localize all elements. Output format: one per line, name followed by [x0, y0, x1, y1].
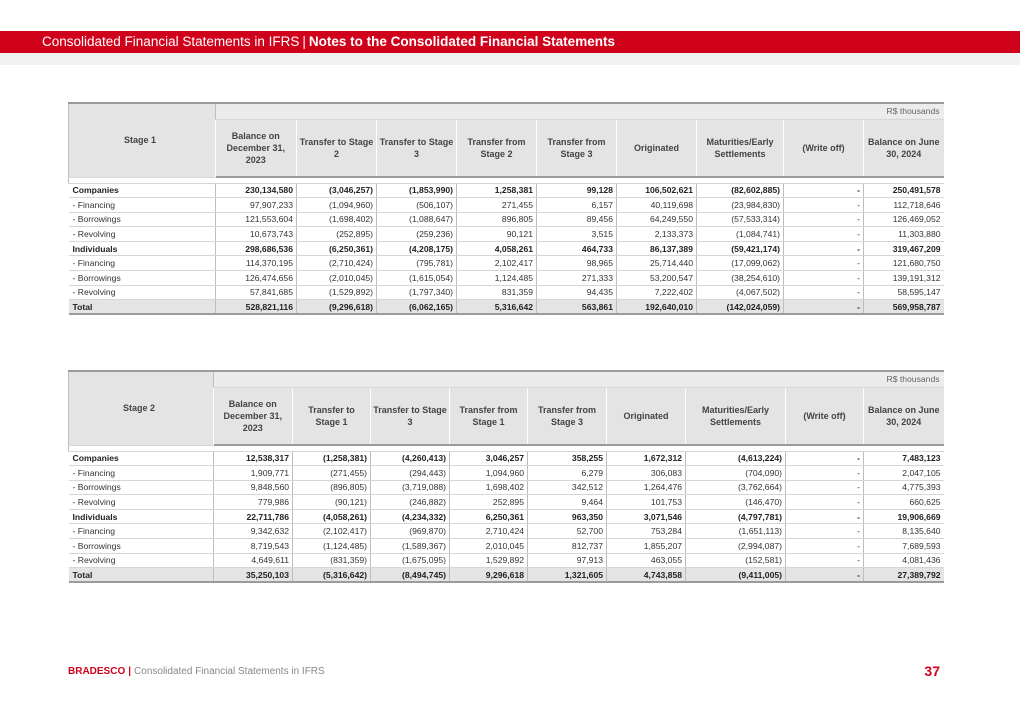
table-cell: (1,589,367): [371, 539, 450, 554]
table-cell: 463,055: [607, 553, 686, 568]
table-cell: -: [784, 198, 864, 213]
table-cell: 19,906,669: [864, 509, 944, 524]
table-cell: 7,483,123: [864, 451, 944, 466]
table-cell: (1,675,095): [371, 553, 450, 568]
table-cell: (969,870): [371, 524, 450, 539]
table-cell: -: [784, 300, 864, 315]
table-cell: -: [784, 183, 864, 198]
column-header: Originated: [617, 119, 697, 177]
row-label: - Borrowings: [69, 480, 214, 495]
table-cell: (9,296,618): [297, 300, 377, 315]
table-cell: (8,494,745): [371, 568, 450, 583]
stage-label: Stage 1: [69, 103, 216, 177]
table-cell: (1,615,054): [377, 271, 457, 286]
table-cell: 114,370,195: [216, 256, 297, 271]
table-cell: 831,359: [457, 285, 537, 300]
table-cell: 5,316,642: [457, 300, 537, 315]
table-cell: 11,303,880: [864, 227, 944, 242]
column-header: (Write off): [786, 387, 864, 445]
table-cell: -: [786, 539, 864, 554]
table-cell: (59,421,174): [697, 241, 784, 256]
header-separator: |: [302, 34, 306, 49]
units-row: [69, 371, 944, 387]
table-cell: (1,084,741): [697, 227, 784, 242]
table-cell: 86,137,389: [617, 241, 697, 256]
units-row: [69, 103, 944, 119]
table-cell: 35,250,103: [214, 568, 293, 583]
table-cell: 106,502,621: [617, 183, 697, 198]
table-cell: 1,094,960: [450, 466, 528, 481]
table-cell: 3,071,546: [607, 509, 686, 524]
table-cell: -: [784, 212, 864, 227]
table-row: [69, 212, 944, 227]
table-cell: -: [786, 495, 864, 510]
table-cell: 99,128: [537, 183, 617, 198]
table-cell: -: [786, 568, 864, 583]
table-cell: 7,222,402: [617, 285, 697, 300]
table-row: [69, 466, 944, 481]
table-cell: (1,529,892): [297, 285, 377, 300]
row-label: - Financing: [69, 198, 216, 213]
table-cell: (4,208,175): [377, 241, 457, 256]
column-header: Transfer to Stage 3: [377, 119, 457, 177]
table-cell: (246,882): [371, 495, 450, 510]
table-cell: 101,753: [607, 495, 686, 510]
table-cell: (2,994,087): [686, 539, 786, 554]
table-row: [69, 271, 944, 286]
units-label: R$ thousands: [214, 371, 944, 387]
table-row: [69, 241, 944, 256]
table-cell: 10,673,743: [216, 227, 297, 242]
table-cell: (57,533,314): [697, 212, 784, 227]
table-row: [69, 553, 944, 568]
table-cell: 271,455: [457, 198, 537, 213]
table-cell: 58,595,147: [864, 285, 944, 300]
table-cell: 9,342,632: [214, 524, 293, 539]
column-header: Transfer to Stage 3: [371, 387, 450, 445]
table-cell: (4,613,224): [686, 451, 786, 466]
table-cell: 812,737: [528, 539, 607, 554]
table-cell: 94,435: [537, 285, 617, 300]
table-cell: (831,359): [293, 553, 371, 568]
table-cell: (259,236): [377, 227, 457, 242]
page-header-banner: [0, 31, 1020, 53]
table-cell: 64,249,550: [617, 212, 697, 227]
table-cell: (23,984,830): [697, 198, 784, 213]
table-cell: 121,553,604: [216, 212, 297, 227]
table-cell: 2,047,105: [864, 466, 944, 481]
footer-doc-title: Consolidated Financial Statements in IFRS: [134, 666, 325, 677]
total-row: [69, 300, 944, 315]
table-cell: -: [784, 256, 864, 271]
table-cell: 2,010,045: [450, 539, 528, 554]
table-cell: 40,119,698: [617, 198, 697, 213]
column-header: Transfer from Stage 3: [528, 387, 607, 445]
row-label: - Financing: [69, 466, 214, 481]
table-cell: (82,602,885): [697, 183, 784, 198]
table-cell: 22,711,786: [214, 509, 293, 524]
table-cell: (2,102,417): [293, 524, 371, 539]
table-row: [69, 451, 944, 466]
table-cell: 753,284: [607, 524, 686, 539]
column-header: Transfer to Stage 1: [293, 387, 371, 445]
table-cell: 57,841,685: [216, 285, 297, 300]
table-row: [69, 256, 944, 271]
table-cell: 6,157: [537, 198, 617, 213]
table-cell: 2,133,373: [617, 227, 697, 242]
table-cell: 90,121: [457, 227, 537, 242]
table-cell: (506,107): [377, 198, 457, 213]
table-cell: 250,491,578: [864, 183, 944, 198]
footer-separator: |: [128, 666, 132, 677]
table-cell: 52,700: [528, 524, 607, 539]
table-cell: (38,254,610): [697, 271, 784, 286]
table-row: [69, 509, 944, 524]
table-cell: (294,443): [371, 466, 450, 481]
table-cell: 4,058,261: [457, 241, 537, 256]
column-header: Transfer from Stage 1: [450, 387, 528, 445]
table-cell: 98,965: [537, 256, 617, 271]
table-cell: (2,010,045): [297, 271, 377, 286]
column-header: Balance on December 31, 2023: [214, 387, 293, 445]
table-cell: (795,781): [377, 256, 457, 271]
table-cell: 563,861: [537, 300, 617, 315]
table-cell: 1,698,402: [450, 480, 528, 495]
table-cell: 306,083: [607, 466, 686, 481]
table-row: [69, 285, 944, 300]
header-section-title: Notes to the Consolidated Financial Statements: [308, 34, 615, 49]
table-cell: -: [786, 480, 864, 495]
table-cell: (3,046,257): [297, 183, 377, 198]
table-cell: 8,135,640: [864, 524, 944, 539]
table-cell: (90,121): [293, 495, 371, 510]
table-cell: (9,411,005): [686, 568, 786, 583]
table-cell: 9,464: [528, 495, 607, 510]
table-row: [69, 480, 944, 495]
table-cell: 896,805: [457, 212, 537, 227]
table-row: [69, 524, 944, 539]
table-cell: (1,258,381): [293, 451, 371, 466]
row-label: Total: [69, 568, 214, 583]
table-cell: (1,797,340): [377, 285, 457, 300]
table-cell: 1,124,485: [457, 271, 537, 286]
column-header: Originated: [607, 387, 686, 445]
table-cell: 464,733: [537, 241, 617, 256]
table-cell: (704,090): [686, 466, 786, 481]
table-cell: 1,264,476: [607, 480, 686, 495]
table-row: [69, 495, 944, 510]
column-header: Transfer from Stage 2: [457, 119, 537, 177]
table-cell: 230,134,580: [216, 183, 297, 198]
row-label: - Borrowings: [69, 271, 216, 286]
table-cell: 53,200,547: [617, 271, 697, 286]
table-cell: 963,350: [528, 509, 607, 524]
table-cell: -: [784, 227, 864, 242]
table-cell: 9,848,560: [214, 480, 293, 495]
table-cell: -: [786, 466, 864, 481]
table-cell: 126,469,052: [864, 212, 944, 227]
table-cell: -: [784, 271, 864, 286]
table-cell: 319,467,209: [864, 241, 944, 256]
row-label: Individuals: [69, 241, 216, 256]
table-cell: 779,986: [214, 495, 293, 510]
table-cell: 8,719,543: [214, 539, 293, 554]
stage-2-table: [68, 370, 944, 583]
table-cell: 3,515: [537, 227, 617, 242]
table-cell: 1,321,605: [528, 568, 607, 583]
table-cell: 569,958,787: [864, 300, 944, 315]
column-header: Transfer from Stage 3: [537, 119, 617, 177]
table-cell: 660,625: [864, 495, 944, 510]
table-cell: 12,538,317: [214, 451, 293, 466]
table-cell: 112,718,646: [864, 198, 944, 213]
table-cell: 3,046,257: [450, 451, 528, 466]
table-cell: 1,672,312: [607, 451, 686, 466]
table-cell: 192,640,010: [617, 300, 697, 315]
table-cell: (4,797,781): [686, 509, 786, 524]
table-cell: 271,333: [537, 271, 617, 286]
table-cell: (1,651,113): [686, 524, 786, 539]
table-cell: (1,094,960): [297, 198, 377, 213]
row-label: - Financing: [69, 256, 216, 271]
table-cell: 9,296,618: [450, 568, 528, 583]
table-cell: (896,805): [293, 480, 371, 495]
table-cell: (252,895): [297, 227, 377, 242]
table-cell: (6,250,361): [297, 241, 377, 256]
table-cell: 1,258,381: [457, 183, 537, 198]
table-cell: (146,470): [686, 495, 786, 510]
table-cell: 89,456: [537, 212, 617, 227]
column-header: (Write off): [784, 119, 864, 177]
row-label: Companies: [69, 451, 214, 466]
table-cell: -: [784, 241, 864, 256]
column-header: Maturities/Early Settlements: [697, 119, 784, 177]
stage-label: Stage 2: [69, 371, 214, 445]
units-label: R$ thousands: [216, 103, 944, 119]
table-cell: -: [786, 509, 864, 524]
column-header: Balance on June 30, 2024: [864, 387, 944, 445]
table-cell: 4,081,436: [864, 553, 944, 568]
table-cell: (5,316,642): [293, 568, 371, 583]
table-cell: 6,279: [528, 466, 607, 481]
table-cell: 4,743,858: [607, 568, 686, 583]
header-shade: [0, 53, 1020, 65]
row-label: - Borrowings: [69, 539, 214, 554]
row-label: - Revolving: [69, 227, 216, 242]
table-cell: (1,853,990): [377, 183, 457, 198]
table-cell: (4,058,261): [293, 509, 371, 524]
table-row: [69, 198, 944, 213]
row-label: - Revolving: [69, 553, 214, 568]
row-label: - Revolving: [69, 495, 214, 510]
table-cell: (6,062,165): [377, 300, 457, 315]
table-cell: 97,907,233: [216, 198, 297, 213]
table-cell: 97,913: [528, 553, 607, 568]
column-header: Balance on June 30, 2024: [864, 119, 944, 177]
table-cell: (2,710,424): [297, 256, 377, 271]
table-cell: -: [786, 451, 864, 466]
table-cell: 25,714,440: [617, 256, 697, 271]
table-row: [69, 227, 944, 242]
column-header: Balance on December 31, 2023: [216, 119, 297, 177]
stage-1-table: [68, 102, 944, 315]
table-cell: (4,260,413): [371, 451, 450, 466]
table-cell: 342,512: [528, 480, 607, 495]
table-cell: 7,689,593: [864, 539, 944, 554]
row-label: - Revolving: [69, 285, 216, 300]
table-cell: 4,775,393: [864, 480, 944, 495]
column-header: Maturities/Early Settlements: [686, 387, 786, 445]
table-cell: 1,529,892: [450, 553, 528, 568]
column-header: Transfer to Stage 2: [297, 119, 377, 177]
footer-brand: BRADESCO: [68, 666, 126, 677]
header-doc-title: Consolidated Financial Statements in IFRS: [42, 34, 300, 49]
row-label: Companies: [69, 183, 216, 198]
row-label: Individuals: [69, 509, 214, 524]
table-cell: (3,762,664): [686, 480, 786, 495]
footer: [68, 666, 325, 677]
table-cell: 252,895: [450, 495, 528, 510]
table-cell: 358,255: [528, 451, 607, 466]
table-cell: (1,124,485): [293, 539, 371, 554]
table-cell: (152,581): [686, 553, 786, 568]
table-cell: -: [786, 524, 864, 539]
table-cell: 298,686,536: [216, 241, 297, 256]
row-label: Total: [69, 300, 216, 315]
table-cell: 2,710,424: [450, 524, 528, 539]
table-cell: 139,191,312: [864, 271, 944, 286]
table-cell: (142,024,059): [697, 300, 784, 315]
table-cell: (1,088,647): [377, 212, 457, 227]
table-cell: 1,855,207: [607, 539, 686, 554]
table-cell: 2,102,417: [457, 256, 537, 271]
table-cell: 121,680,750: [864, 256, 944, 271]
table-row: [69, 183, 944, 198]
table-cell: 4,649,611: [214, 553, 293, 568]
page-number: 37: [924, 663, 940, 679]
row-label: - Borrowings: [69, 212, 216, 227]
table-cell: 1,909,771: [214, 466, 293, 481]
table-cell: -: [786, 553, 864, 568]
table-cell: 27,389,792: [864, 568, 944, 583]
total-row: [69, 568, 944, 583]
table-cell: -: [784, 285, 864, 300]
table-cell: (3,719,088): [371, 480, 450, 495]
table-cell: 6,250,361: [450, 509, 528, 524]
table-cell: (4,234,332): [371, 509, 450, 524]
table-row: [69, 539, 944, 554]
table-cell: (271,455): [293, 466, 371, 481]
table-cell: 126,474,656: [216, 271, 297, 286]
row-label: - Financing: [69, 524, 214, 539]
table-cell: (4,067,502): [697, 285, 784, 300]
table-cell: 528,821,116: [216, 300, 297, 315]
table-cell: (1,698,402): [297, 212, 377, 227]
table-cell: (17,099,062): [697, 256, 784, 271]
